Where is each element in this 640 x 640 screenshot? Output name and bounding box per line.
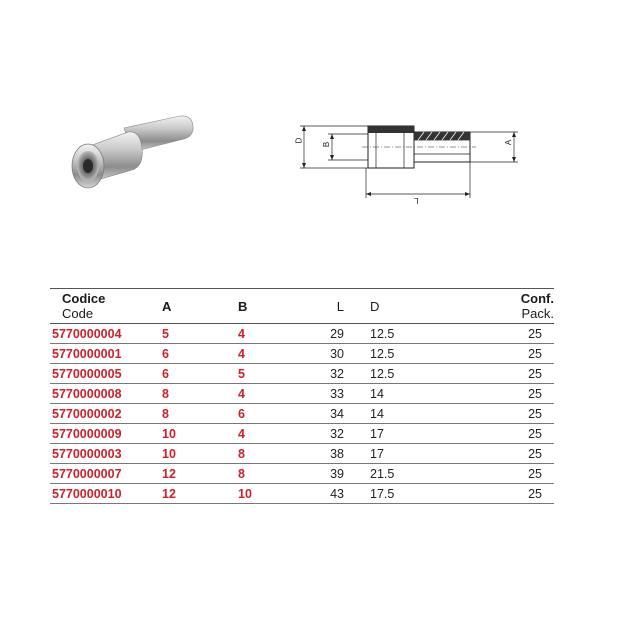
row-pack: 25: [400, 364, 554, 384]
header-pack-line2: Pack.: [521, 306, 554, 321]
row-pack: 25: [400, 404, 554, 424]
row-a: 12: [150, 464, 218, 484]
row-l: 43: [296, 484, 348, 504]
row-d: 17: [348, 424, 400, 444]
header-code-line1: Codice: [62, 291, 106, 306]
header-pack-line1: Conf.: [520, 291, 554, 306]
row-d: 21.5: [348, 464, 400, 484]
row-l: 30: [296, 344, 348, 364]
header-d: D: [370, 298, 380, 314]
product-photo: [62, 108, 202, 198]
row-a: 12: [150, 484, 218, 504]
row-code: 5770000009: [50, 424, 150, 444]
table-row: [50, 464, 554, 484]
row-pack: 25: [400, 384, 554, 404]
row-d: 12.5: [348, 324, 400, 344]
row-code: 5770000002: [50, 404, 150, 424]
row-b: 4: [218, 424, 296, 444]
row-l: 29: [296, 324, 348, 344]
dim-label-a: A: [504, 139, 514, 146]
row-b: 8: [218, 444, 296, 464]
header-code-line2: Code: [62, 306, 94, 321]
header-a: A: [162, 298, 172, 314]
table-row: [50, 364, 554, 384]
row-d: 12.5: [348, 344, 400, 364]
row-d: 17.5: [348, 484, 400, 504]
spec-table: [50, 288, 554, 504]
row-d: 14: [348, 384, 400, 404]
row-a: 10: [150, 444, 218, 464]
row-l: 33: [296, 384, 348, 404]
dim-label-d: D: [294, 137, 304, 144]
table-header-row: [50, 289, 554, 324]
row-a: 8: [150, 384, 218, 404]
row-code: 5770000003: [50, 444, 150, 464]
table-row: [50, 444, 554, 464]
table-row: [50, 324, 554, 344]
row-code: 5770000010: [50, 484, 150, 504]
header-code: [50, 289, 150, 324]
row-a: 8: [150, 404, 218, 424]
row-l: 32: [296, 364, 348, 384]
row-pack: 25: [400, 464, 554, 484]
table-body: [50, 324, 554, 504]
header-pack: [400, 289, 554, 324]
row-a: 6: [150, 364, 218, 384]
table-row: [50, 344, 554, 364]
row-code: 5770000001: [50, 344, 150, 364]
row-pack: 25: [400, 484, 554, 504]
row-a: 5: [150, 324, 218, 344]
row-b: 6: [218, 404, 296, 424]
table-row: [50, 484, 554, 504]
row-code: 5770000005: [50, 364, 150, 384]
row-pack: 25: [400, 444, 554, 464]
row-code: 5770000004: [50, 324, 150, 344]
row-l: 32: [296, 424, 348, 444]
row-b: 4: [218, 384, 296, 404]
table-row: [50, 424, 554, 444]
row-b: 10: [218, 484, 296, 504]
row-d: 17: [348, 444, 400, 464]
row-b: 5: [218, 364, 296, 384]
technical-drawing: [292, 112, 528, 212]
row-l: 38: [296, 444, 348, 464]
row-b: 4: [218, 324, 296, 344]
dim-label-b: B: [322, 141, 332, 148]
row-b: 4: [218, 344, 296, 364]
dim-label-l: L: [414, 196, 419, 205]
table-row: [50, 404, 554, 424]
row-l: 34: [296, 404, 348, 424]
header-b: B: [238, 298, 248, 314]
table-row: [50, 384, 554, 404]
header-l: L: [336, 298, 344, 314]
row-l: 39: [296, 464, 348, 484]
row-pack: 25: [400, 424, 554, 444]
row-pack: 25: [400, 344, 554, 364]
row-d: 14: [348, 404, 400, 424]
row-code: 5770000007: [50, 464, 150, 484]
row-pack: 25: [400, 324, 554, 344]
row-a: 6: [150, 344, 218, 364]
row-a: 10: [150, 424, 218, 444]
row-b: 8: [218, 464, 296, 484]
row-code: 5770000008: [50, 384, 150, 404]
row-d: 12.5: [348, 364, 400, 384]
